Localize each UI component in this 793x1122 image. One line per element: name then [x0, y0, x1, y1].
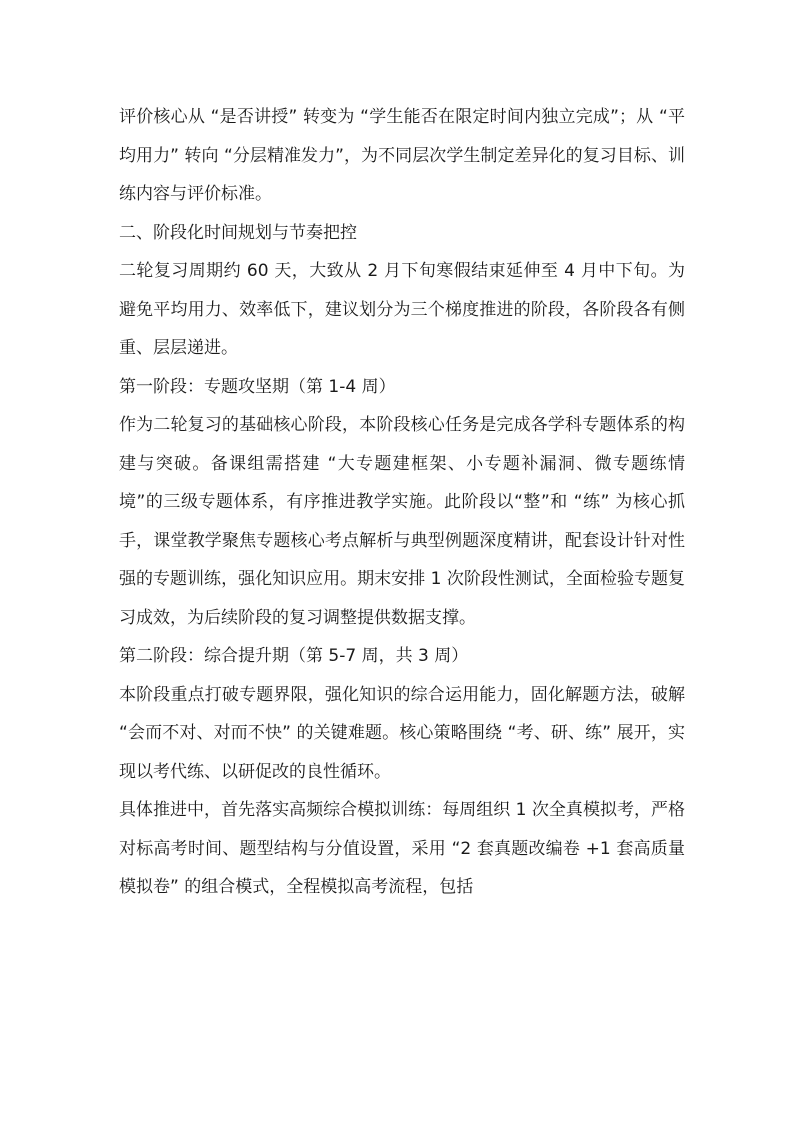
- stage-heading: 第一阶段：专题攻坚期（第 1-4 周）: [119, 376, 396, 397]
- body-paragraph: 具体推进中，首先落实高频综合模拟训练：每周组织 1 次全真模拟考，严格对标高考时间、题型结构与分值设置，采用 “2 套真题改编卷 +1 套高质量模拟卷” 的组合模式，全程模拟高考流程，包括: [119, 800, 685, 897]
- stage-heading: 第二阶段：综合提升期（第 5-7 周，共 3 周）: [119, 646, 469, 666]
- body-paragraph: 作为二轮复习的基础核心阶段，本阶段核心任务是完成各学科专题体系的构建与突破。备课组需搭建 “大专题建框架、小专题补漏洞、微专题练情境”的三级专题体系，有序推进教学实施。此阶段以“整”和 “练” 为核心抓手，课堂教学聚焦专题核心考点解析与典型例题深度精讲，配套设计针对性强的专题训练，强化知识应用。期末安排 1 次阶段性测试，全面检验专题复习成效，为后续阶段的复习调整提供数据支撑。: [119, 415, 685, 628]
- body-paragraph: 二轮复习周期约 60 天，大致从 2 月下旬寒假结束延伸至 4 月中下旬。为避免平均用力、效率低下，建议划分为三个梯度推进的阶段，各阶段各有侧重、层层递进。: [119, 261, 685, 358]
- document-body: [119, 98, 685, 907]
- body-paragraph: 评价核心从 “是否讲授” 转变为 “学生能否在限定时间内独立完成”；从 “平均用力” 转向 “分层精准发力”，为不同层次学生制定差异化的复习目标、训练内容与评价标准。: [119, 107, 685, 204]
- section-heading: 二、阶段化时间规划与节奏把控: [119, 222, 357, 243]
- body-paragraph: 本阶段重点打破专题界限，强化知识的综合运用能力，固化解题方法，破解 “会而不对、对而不快” 的关键难题。核心策略围绕 “考、研、练” 展开，实现以考代练、以研促改的良性循环。: [119, 684, 685, 782]
